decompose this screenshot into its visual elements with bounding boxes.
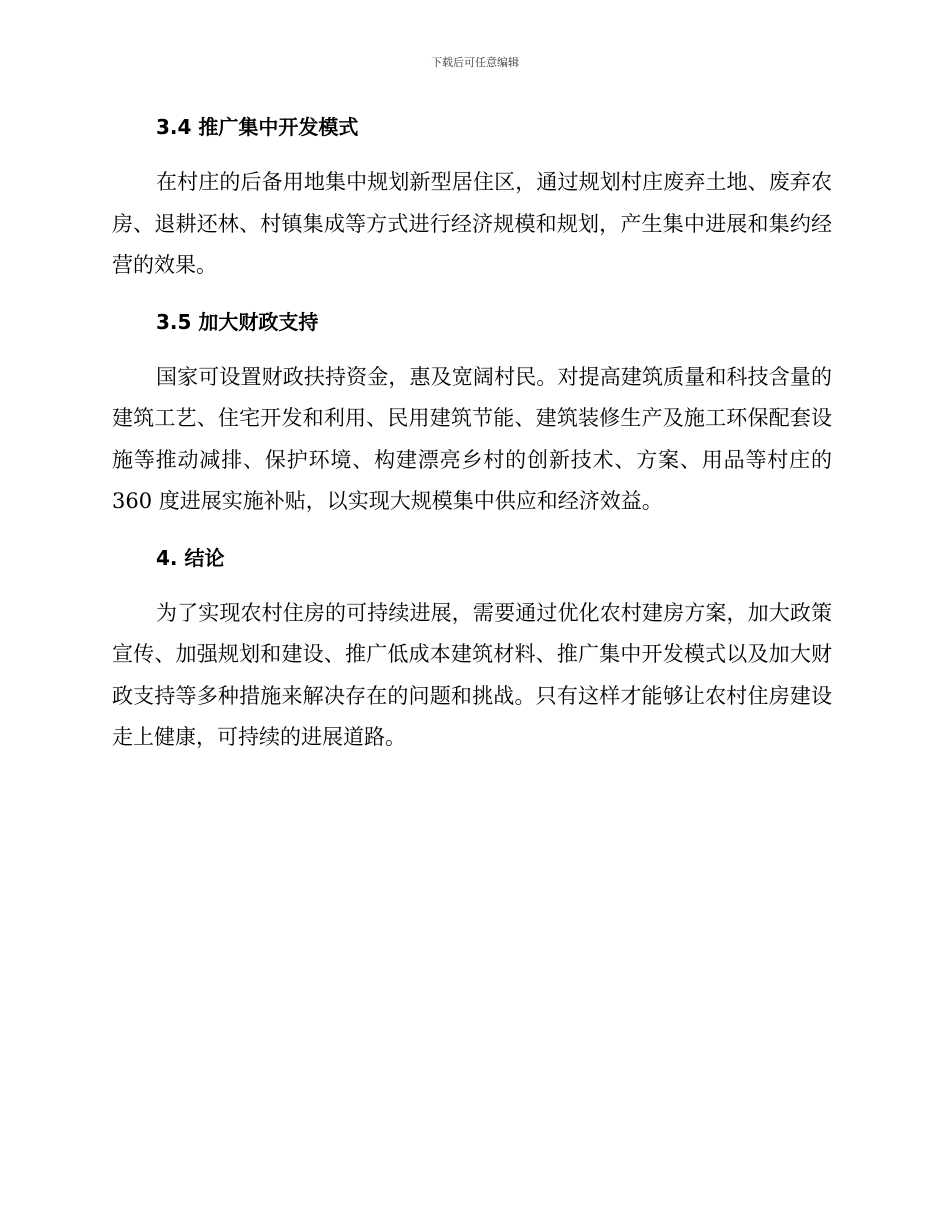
section-paragraph-3-5: 国家可设置财政扶持资金，惠及宽阔村民。对提高建筑质量和科技含量的建筑工艺、住宅开发和利用、民用建筑节能、建筑装修生产及施工环保配套设施等推动减排、保护环境、构建漂亮乡村的创新技术、方案、用品等村庄的 360 度进展实施补贴，以实现大规模集中供应和经济效益。 xyxy=(112,364,832,513)
section-heading-3-4: 3.4 推广集中开发模式 xyxy=(156,115,359,139)
section-paragraph-3-4: 在村庄的后备用地集中规划新型居住区，通过规划村庄废弃土地、废弃农房、退耕还林、村镇集成等方式进行经济规模和规划，产生集中进展和集约经营的效果。 xyxy=(112,170,832,277)
document-body xyxy=(112,112,832,759)
header-note: 下载后可任意编辑 xyxy=(431,56,519,69)
section-heading-3-5: 3.5 加大财政支持 xyxy=(156,309,319,334)
section-heading-4: 4. 结论 xyxy=(156,545,225,570)
section-paragraph-4: 为了实现农村住房的可持续进展，需要通过优化农村建房方案，加大政策宣传、加强规划和建设、推广低成本建筑材料、推广集中开发模式以及加大财政支持等多种措施来解决存在的问题和挑战。只有这样才能够让农村住房建设走上健康，可持续的进展道路。 xyxy=(112,600,832,749)
